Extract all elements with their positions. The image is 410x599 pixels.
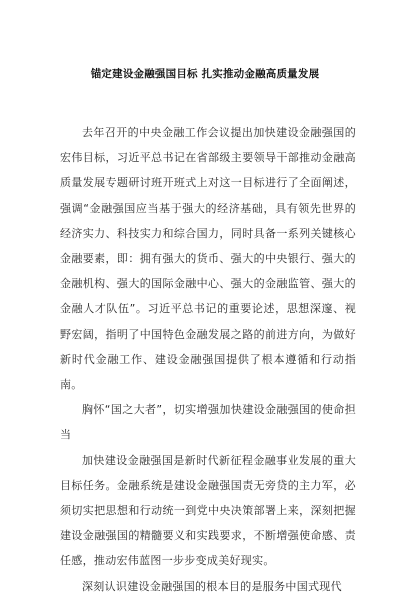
document-body	[60, 120, 356, 599]
paragraph-intro: 去年召开的中央金融工作会议提出加快建设金融强国的宏伟目标，习近平总书记在省部级主要领导干部推动金融高质量发展专题研讨班开班式上对这一目标进行了全面阐述，强调“金融强国应当基于强大的经济基础，具有领先世界的经济实力、科技实力和综合国力，同时具备一系列关键核心金融要素，即：拥有强大的货币、强大的中央银行、强大的金融机构、强大的国际金融中心、强大的金融监管、强大的金融人才队伍”。习近平总书记的重要论述，思想深邃、视野宏阔，指明了中国特色金融发展之路的前进方向，为做好新时代金融工作、建设金融强国提供了根本遵循和行动指南。	[60, 126, 356, 392]
paragraph-purpose: 深刻认识建设金融强国的根本目的是服务中国式现代	[82, 579, 342, 593]
document-title: 锚定建设金融强国目标 扎实推动金融高质量发展	[90, 68, 320, 80]
paragraph-mission: 加快建设金融强国是新时代新征程金融事业发展的重大目标任务。金融系统是建设金融强国责无旁贷的主力军，必须切实把思想和行动统一到党中央决策部署上来，深刻把握建设金融强国的精髓要义和实践要求，不断增强使命感、责任感，推动宏伟蓝图一步步变成美好现实。	[60, 453, 356, 568]
paragraph-section-heading: 胸怀“国之大者”，切实增强加快建设金融强国的使命担当	[60, 403, 356, 442]
